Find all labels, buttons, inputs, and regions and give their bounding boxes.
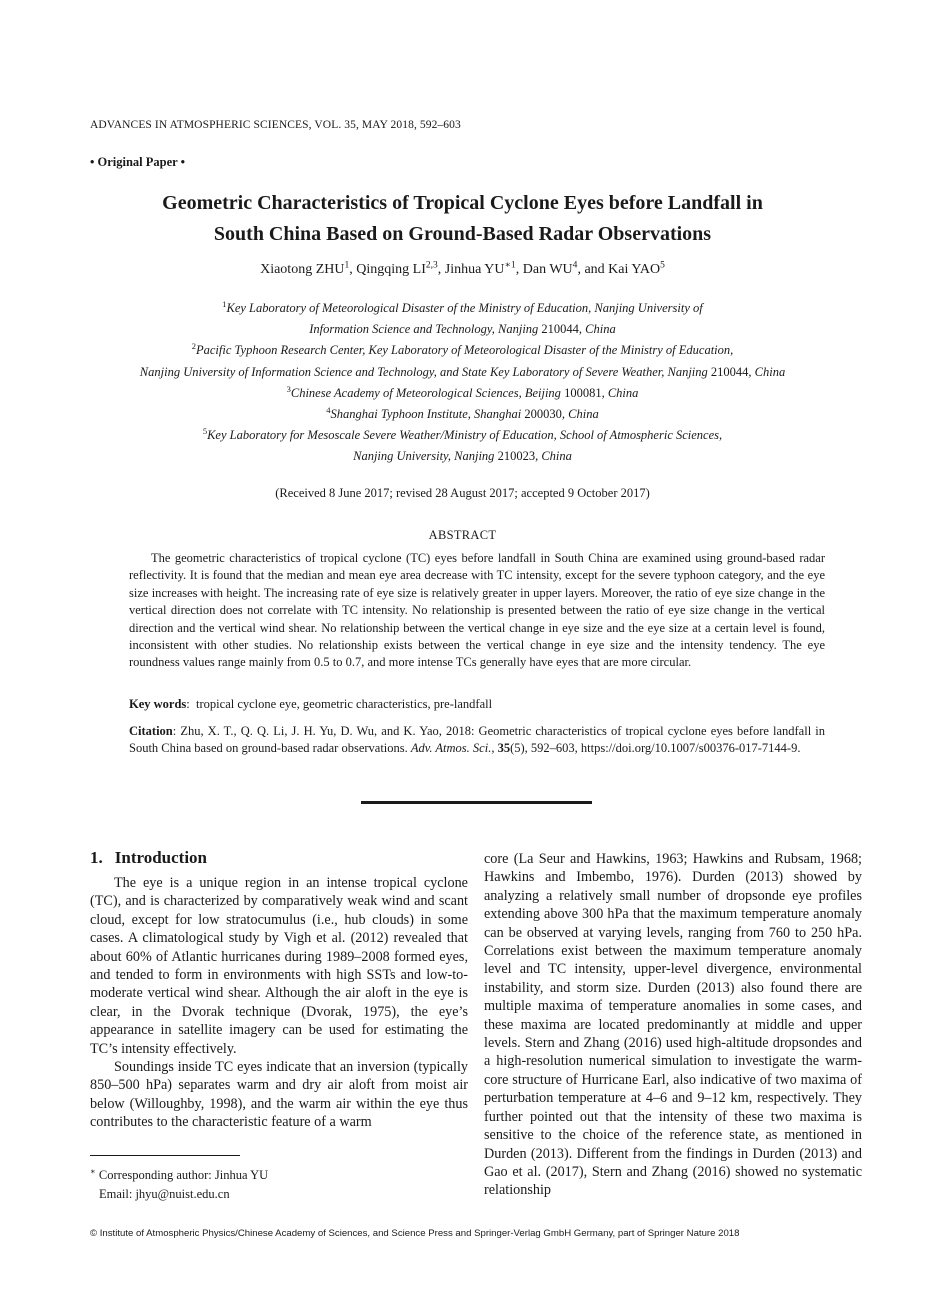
affil-postcode: 210023: [494, 449, 536, 464]
affil-country: , China: [601, 385, 639, 400]
affiliation-3: [60, 383, 865, 404]
section-number: 1.: [90, 848, 103, 867]
affiliation-1-cont: [60, 319, 865, 340]
citation-text: : Zhu, X. T., Q. Q. Li, J. H. Yu, D. Wu, and K. Yao, 2018: Geometric characteristics of tropical cyclone eyes before landfall in South China based on ground-based radar observations.: [129, 724, 825, 756]
citation-doi: (5), 592–603, https://doi.org/10.1007/s00376-017-7144-9.: [510, 741, 801, 756]
paper-type-label: • Original Paper •: [90, 155, 185, 169]
author-sep: ,: [437, 262, 445, 277]
keywords-label: Key words: [129, 697, 187, 711]
citation: [129, 723, 825, 758]
affiliation-2-cont: [60, 362, 865, 383]
affil-sup: 5: [202, 426, 208, 437]
section-divider: [361, 801, 592, 804]
abstract-body: The geometric characteristics of tropical cyclone (TC) eyes before landfall in South China are examined using ground-based radar reflectivity. It is found that the median and mean eye area decrease with TC intensity, except for the severe typhoon category, and the eye size increases with height. The increasing rate of eye size is relatively greater in upper layers. Moreover, the ratio of eye size change in the vertical direction does not correlate with TC intensity. No relationship is presented between the ratio of eye size change in the vertical direction and the vertical wind shear. No relationship between the vertical change in eye size and the eye size at a certain level is found, inconsistent with other studies. No relationship exists between the vertical change in eye size and the intensity tendency. The eye roundness values range mainly from 0.5 to 0.7, and more intense TCs generally have eyes that are more circular.: [129, 551, 825, 670]
affil-text: Pacific Typhoon Research Center, Key Laboratory of Meteorological Disaster of the Ministry of Education,: [195, 343, 734, 358]
footnote-text: Corresponding author: Jinhua YU: [95, 1168, 269, 1182]
section-title: Introduction: [114, 848, 208, 867]
affil-postcode: 100081: [560, 385, 602, 400]
affil-country: , China: [535, 449, 572, 464]
affiliation-1: [60, 298, 865, 319]
keywords-text: tropical cyclone eye, geometric characteristics, pre-landfall: [196, 697, 493, 711]
affil-text: Key Laboratory for Mesoscale Severe Weather/Ministry of Education, School of Atmospheric Sciences,: [207, 428, 723, 443]
intro-paragraph-1: The eye is a unique region in an intense tropical cyclone (TC), and is characterized by comparatively weak wind and scant cloud, except for low stratocumulus (i.e., hub clouds) in some cases. A climatological study by Vigh et al. (2012) revealed that about 60% of Atlantic hurricanes during 1989–2008 formed eyes, and tended to form in environments with high SSTs and low-to-moderate vertical wind shear. Although the air aloft in the eye is clear, in the Dvorak technique (Dvorak, 1975), the eye’s appearance in satellite imagery can be used for estimating the TC’s intensity effectively.: [90, 875, 468, 1057]
citation-volume: 35: [497, 741, 511, 756]
received-dates: (Received 8 June 2017; revised 28 August 2017; accepted 9 October 2017): [275, 486, 650, 500]
affil-text: Shanghai Typhoon Institute, Shanghai: [330, 407, 522, 422]
keywords-sep: :: [186, 697, 197, 711]
affil-text: Key Laboratory of Meteorological Disaster of the Ministry of Education, Nanjing University of: [226, 301, 703, 315]
author-sep: ,: [349, 262, 357, 277]
author-affil-sup: 1: [344, 260, 350, 271]
author-name: Qingqing LI: [356, 262, 426, 277]
footnote: [90, 1166, 268, 1203]
footnote-email: Email: jhyu@nuist.edu.cn: [99, 1186, 230, 1201]
author-name: Kai YAO: [608, 262, 661, 277]
title-line-2: South China Based on Ground-Based Radar Observations: [213, 223, 712, 245]
abstract-heading: ABSTRACT: [428, 528, 497, 542]
author-affil-sup: 5: [660, 260, 665, 271]
affiliation-2: [60, 340, 865, 361]
affil-sup: 3: [286, 383, 291, 394]
author-name: Dan WU: [522, 262, 573, 277]
affiliation-5-cont: [60, 446, 865, 467]
affil-text: Nanjing University of Information Science and Technology, and State Key Laboratory of Severe Weather, Nanjing: [139, 364, 708, 379]
affil-postcode: 210044: [538, 322, 579, 337]
footnote-rule: [90, 1155, 240, 1156]
citation-journal: Adv. Atmos. Sci.: [410, 741, 492, 756]
affil-postcode: 210044: [707, 364, 749, 379]
author-affil-sup: 4: [572, 260, 578, 271]
paper-title: [100, 188, 825, 250]
affil-country: , China: [748, 364, 786, 379]
affil-text: Information Science and Technology, Nanjing: [309, 322, 539, 337]
author-name: Jinhua YU: [444, 262, 505, 277]
author-affil-sup: 2,3: [425, 260, 438, 271]
title-line-1: Geometric Characteristics of Tropical Cyclone Eyes before Landfall in: [162, 192, 763, 214]
affil-sup: 2: [191, 341, 196, 352]
affil-sup: 4: [326, 404, 331, 415]
author-sep: ,: [515, 262, 523, 277]
affil-text: Nanjing University, Nanjing: [353, 449, 495, 464]
affil-country: , China: [561, 407, 599, 422]
intro-paragraph-2: Soundings inside TC eyes indicate that an inversion (typically 850–500 hPa) separates warm and dry air aloft from moist air below (Willoughby, 1998), and the warm air within the eye thus contributes to the characteristic feature of a warm: [90, 1059, 468, 1131]
affiliation-5: [60, 425, 865, 446]
author-list: [60, 262, 865, 278]
citation-label: Citation: [129, 724, 173, 738]
author-affil-sup: ∗1: [504, 260, 516, 271]
keywords: [129, 697, 825, 712]
footnote-author: [90, 1166, 268, 1185]
affiliations: [60, 298, 865, 468]
journal-header: ADVANCES IN ATMOSPHERIC SCIENCES, VOL. 35, MAY 2018, 592–603: [90, 119, 461, 131]
right-column: [484, 850, 862, 1200]
citation-sep: ,: [491, 741, 498, 756]
section-heading: [90, 848, 468, 868]
affil-postcode: 200030: [521, 407, 562, 422]
copyright-notice: © Institute of Atmospheric Physics/Chinese Academy of Sciences, and Science Press and Springer-Verlag GmbH Germany, part of Springer Nature 2018: [90, 1228, 740, 1239]
left-column: [90, 848, 468, 1132]
author-sep: , and: [577, 262, 609, 277]
affil-country: , China: [578, 322, 616, 337]
intro-paragraph-2-cont: core (La Seur and Hawkins, 1963; Hawkins and Rubsam, 1968; Hawkins and Imbembo, 1976). Durden (2013) showed by analyzing a relatively small number of dropsonde eye profiles extending above 300 hPa that the maximum temperature anomaly can be observed at varying levels, ranging from 760 to 250 hPa. Correlations exist between the maximum temperature anomaly level and TC intensity, upper-level divergence, environmental instability, and storm size. Durden (2013) also found there are multiple maxima of temperature anomalies in some cases, and these maxima are located predominantly at middle and upper levels. Stern and Zhang (2016) used high-altitude dropsondes and a high-resolution numerical simulation to investigate the warm-core structure of Hurricane Earl, also indicative of two maxima of perturbation temperature at 4–6 and 9–12 km, respectively. They further pointed out that the intensity of these two maxima is sensitive to the choice of the reference state, as mentioned in Durden (2013). Different from the findings in Durden (2013) and Gao et al. (2017), Stern and Zhang (2016) showed no systematic relationship: [484, 851, 862, 1199]
affil-text: Chinese Academy of Meteorological Sciences, Beijing: [290, 385, 561, 400]
affiliation-4: [60, 404, 865, 425]
footnote-mark: ∗: [90, 1165, 96, 1176]
affil-sup: 1: [222, 298, 227, 309]
author-name: Xiaotong ZHU: [260, 262, 345, 277]
